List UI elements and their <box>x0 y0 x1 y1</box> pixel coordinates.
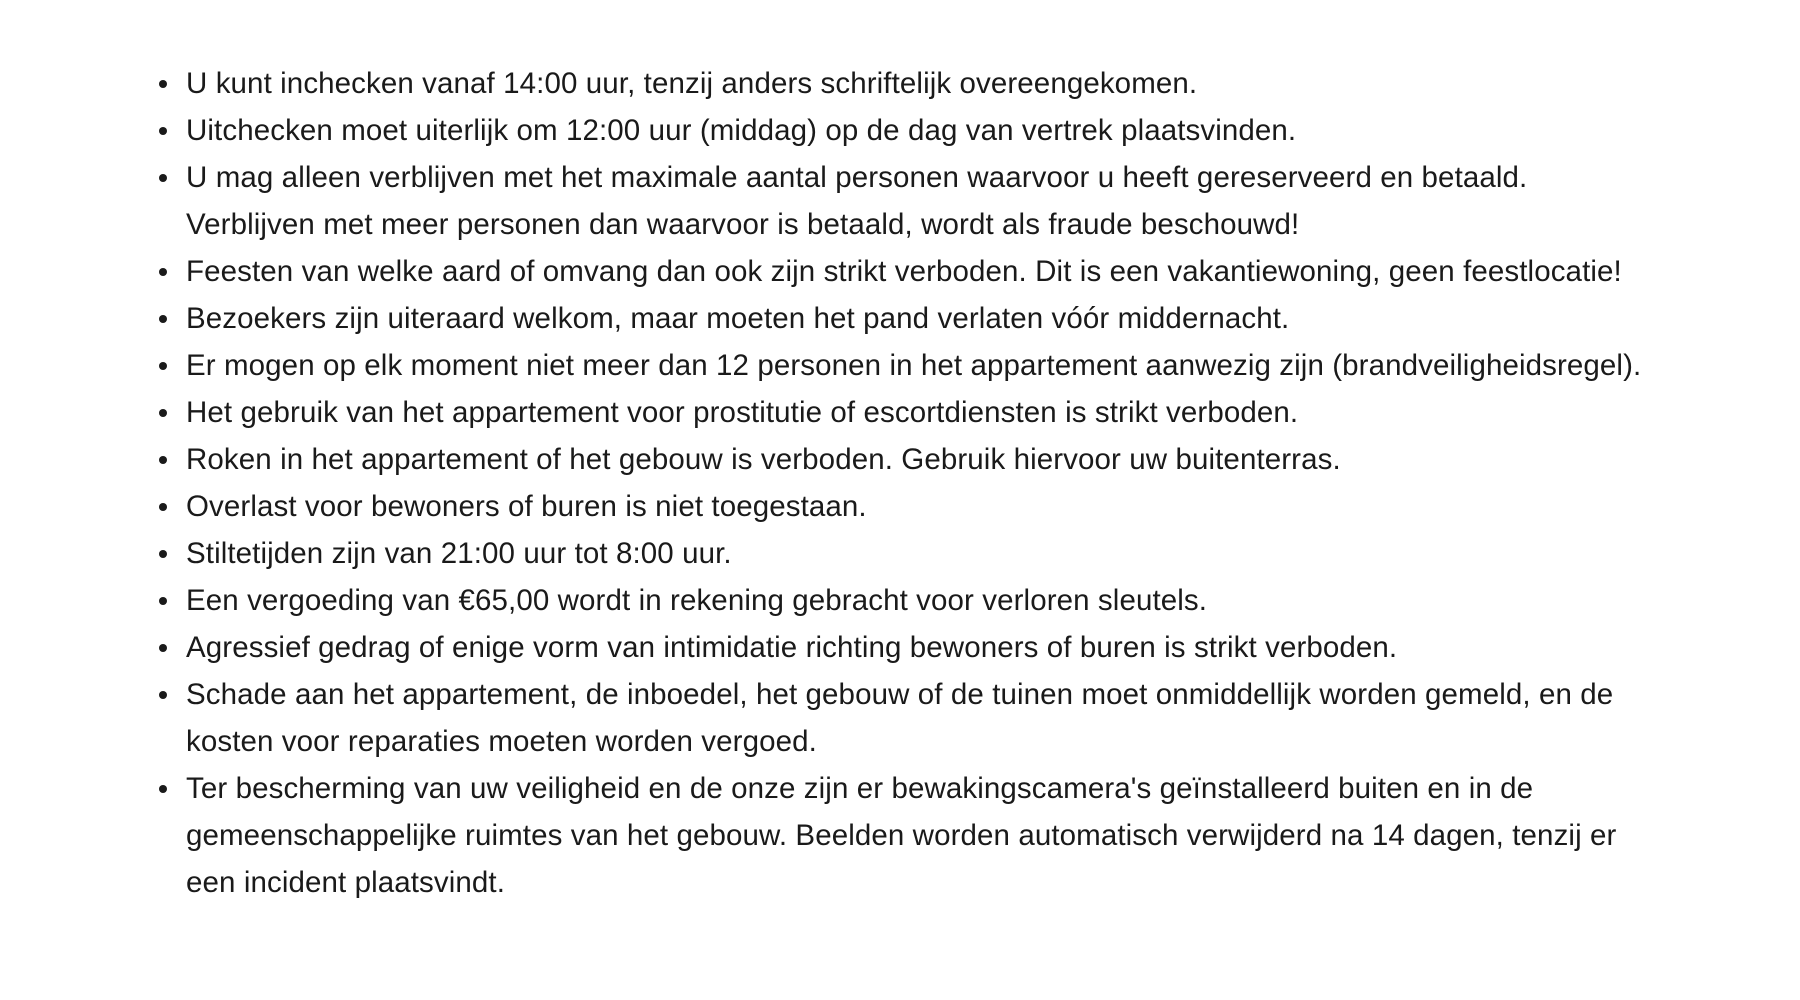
bullet-icon <box>159 174 167 182</box>
rule-item <box>150 436 1650 483</box>
rule-text: Bezoekers zijn uiteraard welkom, maar moeten het pand verlaten vóór middernacht. <box>186 302 1290 335</box>
rule-text: Een vergoeding van €65,00 wordt in rekening gebracht voor verloren sleutels. <box>186 584 1208 617</box>
rule-text: Stiltetijden zijn van 21:00 uur tot 8:00 uur. <box>186 537 732 570</box>
bullet-icon <box>159 362 167 370</box>
rule-text: Ter bescherming van uw veiligheid en de onze zijn er bewakingscamera's geïnstalleerd buiten en in de gemeenschappelijke ruimtes van het gebouw. Beelden worden automatisch verwijderd na 14 dagen, tenzij er een incident plaatsvindt. <box>186 772 1617 899</box>
rule-text: Feesten van welke aard of omvang dan ook zijn strikt verboden. Dit is een vakantiewoning, geen feestlocatie! <box>186 255 1622 288</box>
rule-item <box>150 765 1650 906</box>
rule-item <box>150 671 1650 765</box>
bullet-icon <box>159 503 167 511</box>
bullet-icon <box>159 315 167 323</box>
rule-item <box>150 248 1650 295</box>
rule-item <box>150 295 1650 342</box>
bullet-icon <box>159 785 167 793</box>
rule-item <box>150 389 1650 436</box>
bullet-icon <box>159 268 167 276</box>
rule-text: Schade aan het appartement, de inboedel, het gebouw of de tuinen moet onmiddellijk worden gemeld, en de kosten voor reparaties moeten worden vergoed. <box>186 678 1614 758</box>
rule-item <box>150 107 1650 154</box>
rule-text: U kunt inchecken vanaf 14:00 uur, tenzij anders schriftelijk overeengekomen. <box>186 67 1198 100</box>
rule-item <box>150 154 1650 248</box>
bullet-icon <box>159 456 167 464</box>
rule-text: Agressief gedrag of enige vorm van intimidatie richting bewoners of buren is strikt verboden. <box>186 631 1398 664</box>
rule-text: Er mogen op elk moment niet meer dan 12 personen in het appartement aanwezig zijn (brandveiligheidsregel). <box>186 349 1642 382</box>
bullet-icon <box>159 644 167 652</box>
rule-item <box>150 530 1650 577</box>
bullet-icon <box>159 409 167 417</box>
bullet-icon <box>159 597 167 605</box>
rule-item <box>150 577 1650 624</box>
rule-text: Overlast voor bewoners of buren is niet toegestaan. <box>186 490 867 523</box>
house-rules-list <box>150 60 1650 906</box>
rule-text: Uitchecken moet uiterlijk om 12:00 uur (middag) op de dag van vertrek plaatsvinden. <box>186 114 1297 147</box>
rule-item <box>150 342 1650 389</box>
rule-text: U mag alleen verblijven met het maximale aantal personen waarvoor u heeft gereserveerd en betaald. Verblijven met meer personen dan waarvoor is betaald, wordt als fraude beschouwd! <box>186 161 1528 241</box>
bullet-icon <box>159 127 167 135</box>
rule-item <box>150 60 1650 107</box>
bullet-icon <box>159 691 167 699</box>
bullet-icon <box>159 550 167 558</box>
bullet-icon <box>159 80 167 88</box>
rule-text: Roken in het appartement of het gebouw is verboden. Gebruik hiervoor uw buitenterras. <box>186 443 1341 476</box>
rule-item <box>150 483 1650 530</box>
rule-text: Het gebruik van het appartement voor prostitutie of escortdiensten is strikt verboden. <box>186 396 1299 429</box>
rule-item <box>150 624 1650 671</box>
